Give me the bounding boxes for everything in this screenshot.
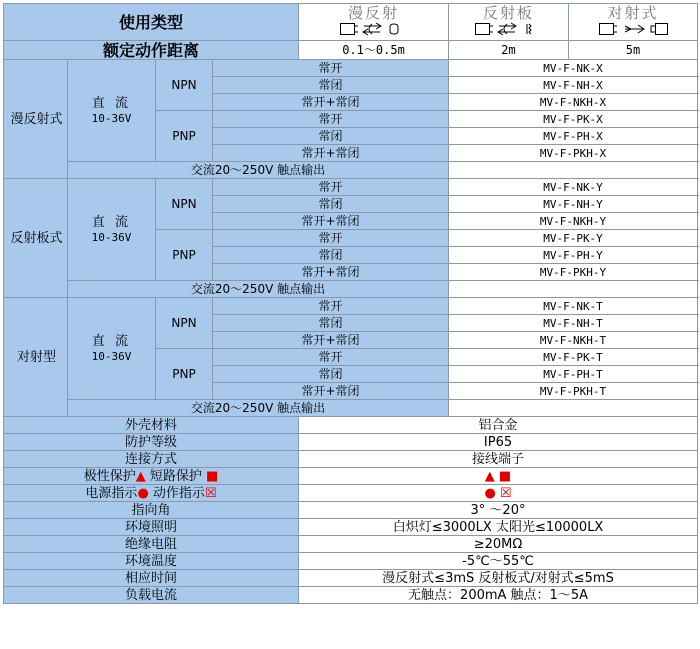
ac-model bbox=[449, 400, 698, 417]
type-label: 对射型 bbox=[16, 349, 56, 365]
spec-value: 3° ～20° bbox=[299, 502, 698, 519]
contact-type: 常开 bbox=[213, 60, 449, 77]
reflector-icon bbox=[471, 22, 547, 36]
spec-label: 防护等级 bbox=[4, 434, 299, 451]
model-number: MV-F-PK-T bbox=[449, 349, 698, 366]
model-number: MV-F-NH-Y bbox=[449, 196, 698, 213]
ac-output: 交流20～250V 触点输出 bbox=[68, 281, 449, 298]
type-label: 反射板式 bbox=[10, 230, 63, 246]
contact-type: 常开+常闭 bbox=[213, 94, 449, 111]
contact-type: 常开 bbox=[213, 298, 449, 315]
mounting-type bbox=[4, 179, 68, 298]
spec-table bbox=[3, 3, 698, 604]
dc-label: 直 流 bbox=[91, 333, 132, 349]
output-type: NPN bbox=[156, 298, 213, 349]
distance-value: 0.1～0.5m bbox=[299, 41, 449, 60]
contact-type: 常开 bbox=[213, 111, 449, 128]
model-number: MV-F-NK-T bbox=[449, 298, 698, 315]
model-number: MV-F-NK-Y bbox=[449, 179, 698, 196]
mode-header-2 bbox=[569, 4, 698, 41]
ac-model bbox=[449, 281, 698, 298]
mode-name: 反射板 bbox=[483, 4, 535, 22]
distance-label: 额定动作距离 bbox=[4, 41, 299, 60]
through-beam-icon bbox=[595, 22, 671, 36]
model-number: MV-F-PH-X bbox=[449, 128, 698, 145]
model-number: MV-F-NH-T bbox=[449, 315, 698, 332]
contact-type: 常闭 bbox=[213, 247, 449, 264]
contact-type: 常开+常闭 bbox=[213, 264, 449, 281]
spec-label-text: 电源指示● 动作指示☒ bbox=[85, 485, 217, 501]
output-type: NPN bbox=[156, 179, 213, 230]
contact-type: 常闭 bbox=[213, 315, 449, 332]
model-number: MV-F-PK-Y bbox=[449, 230, 698, 247]
mounting-type bbox=[4, 60, 68, 179]
output-type: PNP bbox=[156, 111, 213, 162]
spec-value: 漫反射式≤3mS 反射板式/对射式≤5mS bbox=[299, 570, 698, 587]
type-label: 漫反射式 bbox=[10, 111, 63, 127]
dc-voltage: 10-36V bbox=[91, 111, 132, 125]
dc-power bbox=[68, 298, 156, 400]
ac-output: 交流20～250V 触点输出 bbox=[68, 162, 449, 179]
contact-type: 常闭 bbox=[213, 77, 449, 94]
spec-value: -5℃～55℃ bbox=[299, 553, 698, 570]
contact-type: 常闭 bbox=[213, 128, 449, 145]
mode-header-0 bbox=[299, 4, 449, 41]
dc-voltage: 10-36V bbox=[91, 349, 132, 363]
ac-model bbox=[449, 162, 698, 179]
contact-type: 常开+常闭 bbox=[213, 383, 449, 400]
model-number: MV-F-NKH-X bbox=[449, 94, 698, 111]
spec-label: 环境照明 bbox=[4, 519, 299, 536]
spec-label: 绝缘电阻 bbox=[4, 536, 299, 553]
contact-type: 常开 bbox=[213, 179, 449, 196]
ac-output: 交流20～250V 触点输出 bbox=[68, 400, 449, 417]
spec-label bbox=[4, 485, 299, 502]
spec-value-text: ▲ ■ bbox=[484, 468, 512, 484]
model-number: MV-F-NK-X bbox=[449, 60, 698, 77]
symbol-icon: ■ bbox=[206, 468, 219, 484]
table-title: 使用类型 bbox=[4, 4, 299, 41]
mounting-type bbox=[4, 298, 68, 417]
model-number: MV-F-NKH-Y bbox=[449, 213, 698, 230]
model-number: MV-F-PK-X bbox=[449, 111, 698, 128]
distance-value: 2m bbox=[449, 41, 569, 60]
contact-type: 常开 bbox=[213, 230, 449, 247]
contact-type: 常开 bbox=[213, 349, 449, 366]
output-type: PNP bbox=[156, 230, 213, 281]
symbol-icon: ● bbox=[137, 485, 149, 501]
contact-type: 常开+常闭 bbox=[213, 213, 449, 230]
distance-value: 5m bbox=[569, 41, 698, 60]
dc-power bbox=[68, 179, 156, 281]
model-number: MV-F-PKH-X bbox=[449, 145, 698, 162]
dc-power bbox=[68, 60, 156, 162]
spec-label: 相应时间 bbox=[4, 570, 299, 587]
contact-type: 常闭 bbox=[213, 366, 449, 383]
spec-label: 外壳材料 bbox=[4, 417, 299, 434]
model-number: MV-F-NKH-T bbox=[449, 332, 698, 349]
dc-voltage: 10-36V bbox=[91, 230, 132, 244]
dc-label: 直 流 bbox=[91, 95, 132, 111]
spec-value bbox=[299, 468, 698, 485]
dc-label: 直 流 bbox=[91, 214, 132, 230]
spec-value-text: ● ☒ bbox=[484, 485, 512, 501]
spec-value: 白炽灯≤3000LX 太阳光≤10000LX bbox=[299, 519, 698, 536]
output-type: NPN bbox=[156, 60, 213, 111]
symbol-icon: ▲ bbox=[135, 468, 146, 484]
contact-type: 常开+常闭 bbox=[213, 145, 449, 162]
mode-name: 对射式 bbox=[607, 4, 659, 22]
spec-value: 无触点：200mA 触点：1～5A bbox=[299, 587, 698, 604]
model-number: MV-F-PH-T bbox=[449, 366, 698, 383]
spec-value bbox=[299, 485, 698, 502]
symbol-icon: ☒ bbox=[204, 485, 217, 501]
spec-value: 接线端子 bbox=[299, 451, 698, 468]
mode-name: 漫反射 bbox=[348, 4, 400, 22]
model-number: MV-F-PKH-Y bbox=[449, 264, 698, 281]
contact-type: 常开+常闭 bbox=[213, 332, 449, 349]
spec-label: 连接方式 bbox=[4, 451, 299, 468]
spec-label: 指向角 bbox=[4, 502, 299, 519]
contact-type: 常闭 bbox=[213, 196, 449, 213]
output-type: PNP bbox=[156, 349, 213, 400]
spec-label: 环境温度 bbox=[4, 553, 299, 570]
spec-label: 负载电流 bbox=[4, 587, 299, 604]
spec-value: 铝合金 bbox=[299, 417, 698, 434]
spec-label-text: 极性保护▲ 短路保护 ■ bbox=[83, 468, 219, 484]
model-number: MV-F-PKH-T bbox=[449, 383, 698, 400]
spec-label bbox=[4, 468, 299, 485]
diffuse-reflection-icon bbox=[336, 22, 412, 36]
mode-header-1 bbox=[449, 4, 569, 41]
model-number: MV-F-NH-X bbox=[449, 77, 698, 94]
model-number: MV-F-PH-Y bbox=[449, 247, 698, 264]
spec-value: ≥20MΩ bbox=[299, 536, 698, 553]
spec-value: IP65 bbox=[299, 434, 698, 451]
